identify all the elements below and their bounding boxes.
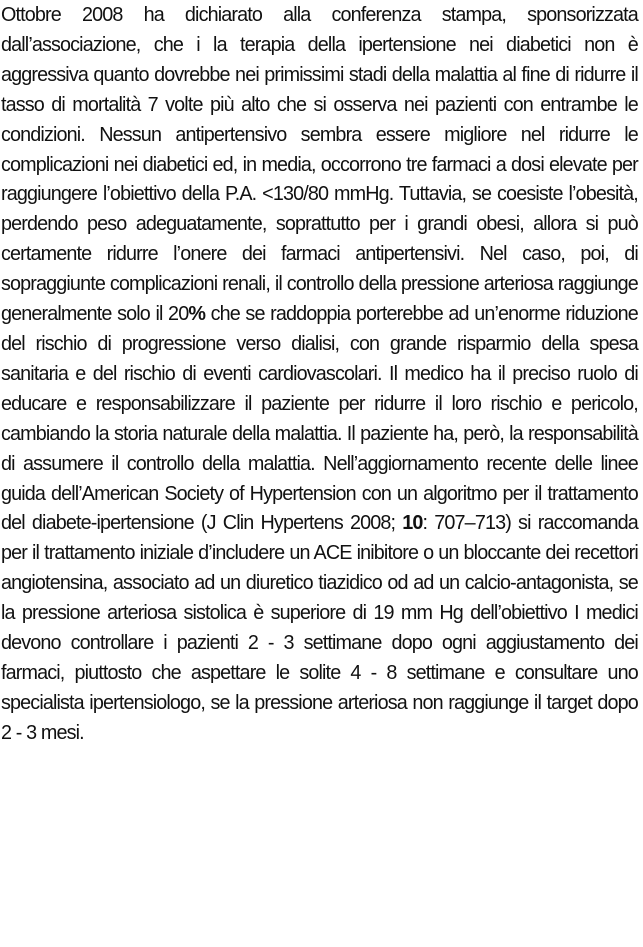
journal-volume: 10 (402, 511, 423, 535)
paragraph-text-part-3: : 707–713) si raccomanda per il trattamento iniziale d’includere un ACE inibitore o un bloccante dei recettori angiotensina, associato ad un diuretico tiazidico od ad un calcio-antagonista, se la pressione arteriosa sistolica è superiore di 19 mm Hg dell’obiettivo I medici devono controllare i pazienti 2 - 3 settimane dopo ogni aggiustamento dei farmaci, piuttosto che aspettare le solite 4 - 8 settimane e consultare uno specialista ipertensiologo, se la pressione arteriosa non raggiunge il target dopo 2 - 3 mesi. (1, 511, 638, 744)
paragraph-text-part-2: che se raddoppia porterebbe ad un’enorme riduzione del rischio di progressione verso dialisi, con grande risparmio della spesa sanitaria e del rischio di eventi cardiovascolari. Il medico ha il preciso ruolo di educare e responsabilizzare il paziente per ridurre il loro rischio e pericolo, cambiando la storia naturale della malattia. Il paziente ha, però, la responsabilità di assumere il controllo della malattia. Nell’aggiornamento recente delle linee guida dell’American Society of Hypertension con un algoritmo per il trattamento del diabete-ipertensione (J Clin Hypertens 2008; (1, 302, 638, 535)
paragraph-text-part-1: Ottobre 2008 ha dichiarato alla conferenza stampa, sponsorizzata dall’associazione, che i la terapia della ipertensione nei diabetici non è aggressiva quanto dovrebbe nei primissimi stadi della malattia al fine di ridurre il tasso di mortalità 7 volte più alto che si osserva nei pazienti con entrambe le condizioni. Nessun antipertensivo sembra essere migliore nel ridurre le complicazioni nei diabetici ed, in media, occorrono tre farmaci a dosi elevate per raggiungere l’obiettivo della P.A. <130/80 mmHg. Tuttavia, se coesiste l’obesità, perdendo peso adeguatamente, soprattutto per i grandi obesi, allora si può certamente ridurre l’onere dei farmaci antipertensivi. Nel caso, poi, di sopraggiunte complicazioni renali, il controllo della pressione arteriosa raggiunge generalmente solo il 20 (1, 3, 638, 326)
percent-sign: % (188, 302, 206, 326)
body-paragraph (1, 0, 638, 748)
